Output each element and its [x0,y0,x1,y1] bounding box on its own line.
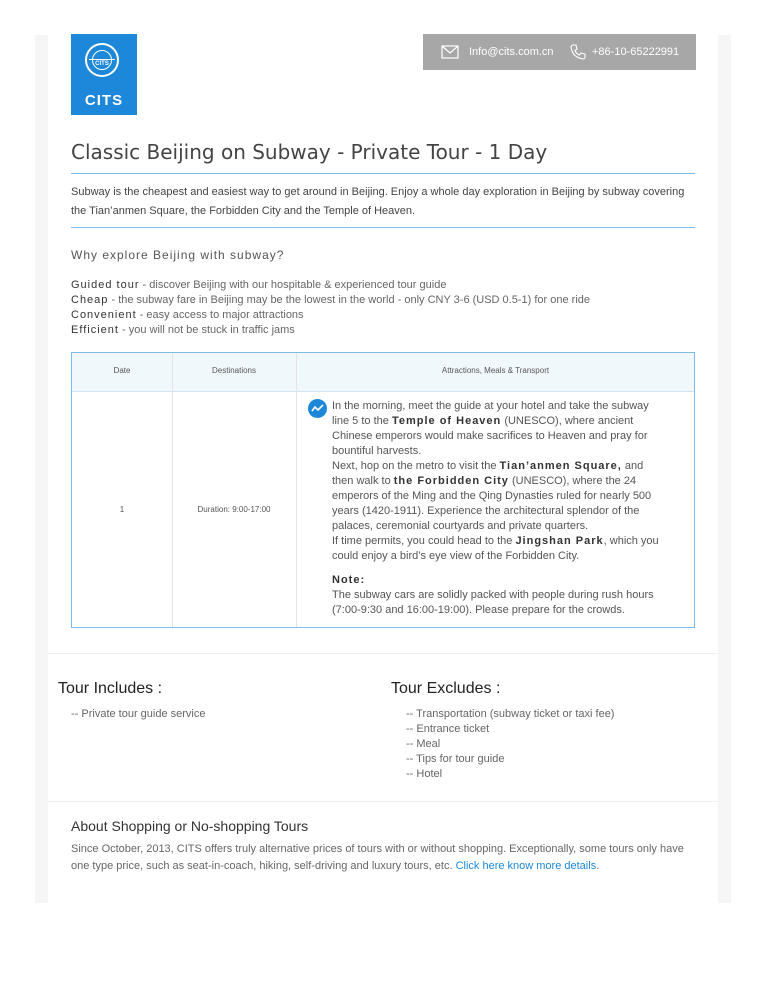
route-icon [308,399,327,418]
seal-text: CITS [95,61,109,67]
note-block [332,573,662,618]
section-divider [48,801,718,802]
excludes-list [406,707,614,782]
destination-column [172,353,297,627]
itinerary-table [71,352,695,628]
shopping-heading: About Shopping or No-shopping Tours [71,818,309,834]
reason-label: Cheap [71,294,109,306]
reason-text: - the subway fare in Beijing may be the lowest in the world - only CNY 3-6 (USD 0.5-1) for one ride [108,294,590,306]
phone-contact[interactable] [570,34,679,70]
page-title: Classic Beijing on Subway - Private Tour - 1 Day [71,140,548,164]
midday-paragraph [332,459,662,534]
reason-item [71,278,695,293]
contact-bar [423,34,696,70]
reason-label: Efficient [71,324,119,336]
header-attractions: Attractions, Meals & Transport [441,366,550,375]
text-run: and then walk to [332,460,644,487]
email-contact[interactable] [441,34,554,70]
reason-label: Convenient [71,309,137,321]
text-run: (UNESCO), where ancient Chinese emperors would make sacrifices to Heaven and pray for bountiful harvests. [332,415,648,457]
includes-list [71,707,206,722]
phone-link[interactable]: +86-10-65222991 [592,46,680,58]
logo-brand-text: CITS [84,92,124,109]
includes-heading: Tour Includes : [58,680,163,697]
intro-divider [71,227,695,228]
list-item: -- Entrance ticket [406,723,490,735]
text-run: If time permits, you could head to the [332,535,516,547]
day-description [332,399,662,564]
text-run: Next, hop on the metro to visit the [332,460,500,472]
reason-item [71,293,695,308]
why-heading: Why explore Beijing with subway? [71,248,285,262]
reason-text: - easy access to major attractions [136,309,304,321]
list-item: -- Private tour guide service [71,708,206,720]
note-label: Note: [332,574,366,586]
reason-label: Guided tour [71,279,140,291]
reason-item [71,308,695,323]
temple-of-heaven-label: Temple of Heaven [391,415,502,427]
text-run: , which you could enjoy a bird’s eye view of the Forbidden City. [332,535,659,562]
tiananmen-label: Tian’anmen Square, [499,460,622,472]
excludes-heading: Tour Excludes : [391,680,501,697]
list-item: -- Hotel [406,768,443,780]
shopping-body: Since October, 2013, CITS offers truly alternative prices of tours with or without shopping. Exceptionally, some tours only have one type price, such as seat-in-coach, hiking, self-driving and luxury tours, etc. [71,843,684,872]
text-run: In the morning, meet the guide at your hotel and take the subway line 5 to the [332,400,649,427]
list-item: -- Transportation (subway ticket or taxi fee) [406,708,615,720]
day-duration: Duration: 9:00-17:00 [197,505,271,514]
header-destinations: Destinations [211,366,257,375]
list-item: -- Meal [406,738,441,750]
phone-icon [570,44,586,60]
list-item: -- Tips for tour guide [406,753,505,765]
email-link[interactable]: Info@cits.com.cn [469,46,554,58]
date-column [72,353,173,627]
text-run: (UNESCO), where the 24 emperors of the Ming and the Qing Dynasties ruled for nearly 500 years (1420-1911). Experience the architectural splendor of the palaces, ceremonial courtyards and private quarters. [332,475,652,532]
section-divider [48,653,718,654]
reason-text: - discover Beijing with our hospitable & experienced tour guide [139,279,447,291]
morning-paragraph [332,399,662,459]
reason-text: - you will not be stuck in traffic jams [118,324,295,336]
note-text: The subway cars are solidly packed with people during rush hours (7:00-9:30 and 16:00-19:00). Please prepare for the crowds. [332,589,654,616]
forbidden-city-label: the Forbidden City [393,475,509,487]
shopping-text [71,841,701,875]
tour-intro: Subway is the cheapest and easiest way to get around in Beijing. Enjoy a whole day exploration in Beijing by subway covering the Tian’anmen Square, the Forbidden City and the Temple of Heaven. [71,186,685,217]
day-number: 1 [119,505,125,514]
jingshan-park-label: Jingshan Park [515,535,604,547]
mail-icon [441,45,459,59]
cits-logo[interactable] [71,34,137,115]
reason-item [71,323,695,338]
afternoon-paragraph [332,534,662,564]
title-divider [71,173,695,174]
more-details-link[interactable]: Click here know more details [455,860,597,872]
reasons-list [71,278,695,338]
header-date: Date [113,366,131,375]
shopping-end: . [596,860,600,872]
